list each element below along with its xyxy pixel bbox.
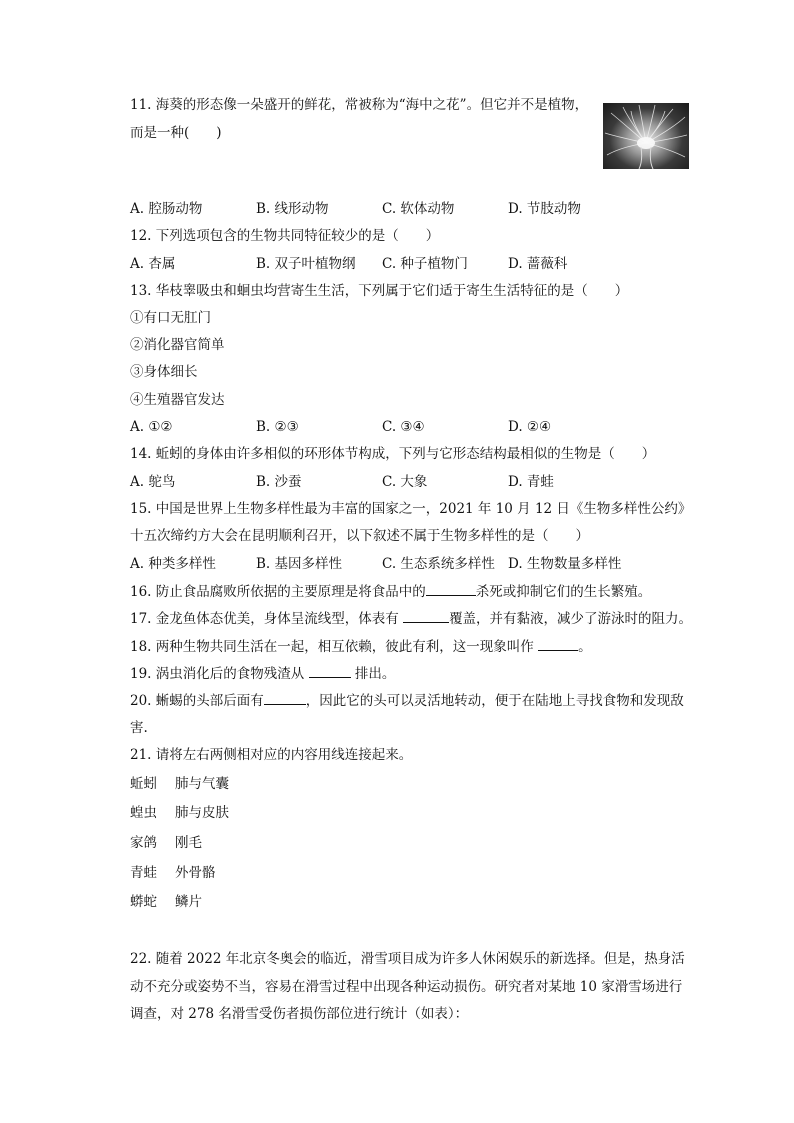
q20-line1 — [130, 690, 684, 711]
q12-option-a: A. 杏属 — [130, 256, 176, 272]
q21-left-item-3[interactable]: 家鸽 — [130, 835, 157, 851]
q14-text: 14. 蚯蚓的身体由许多相似的环形体节构成，下列与它形态结构最相似的生物是（ ） — [130, 446, 656, 462]
q22-line3: 调查，对 278 名滑雪受伤者损伤部位进行统计（如表）： — [130, 1006, 469, 1022]
q13-option-d: D. ②④ — [508, 419, 552, 435]
q13-item-2: ②消化器官简单 — [130, 337, 225, 353]
q17-line — [130, 608, 692, 629]
q11-option-c: C. 软体动物 — [382, 201, 455, 217]
q15-line2: 十五次缔约方大会在昆明顺利召开，以下叙述不属于生物多样性的是（ ） — [130, 528, 589, 544]
q21-text: 21. 请将左右两侧相对应的内容用线连接起来。 — [130, 747, 413, 763]
q14-option-c: C. 大象 — [382, 474, 428, 490]
q13-item-4: ④生殖器官发达 — [130, 392, 225, 408]
q22-line1: 22. 随着 2022 年北京冬奥会的临近，滑雪项目成为许多人休闲娱乐的新选择。但是，热身活 — [130, 951, 685, 967]
q20-post: ，因此它的头可以灵活地转动，便于在陆地上寻找食物和发现敌 — [305, 693, 684, 709]
q21-right-item-4[interactable]: 外骨骼 — [175, 865, 216, 881]
q12-text: 12. 下列选项包含的生物共同特征较少的是（ ） — [130, 228, 440, 244]
q16-line — [130, 581, 651, 602]
q11-option-a: A. 腔肠动物 — [130, 201, 203, 217]
q13-text: 13. 华枝睾吸虫和蛔虫均营寄生生活，下列属于它们适于寄生生活特征的是（ ） — [130, 283, 629, 299]
q13-item-1: ①有口无肛门 — [130, 310, 211, 326]
q21-left-item-5[interactable]: 蟒蛇 — [130, 894, 157, 910]
q12-option-d: D. 蔷薇科 — [508, 256, 568, 272]
q21-right-item-5[interactable]: 鳞片 — [175, 894, 202, 910]
q17-blank[interactable] — [403, 608, 449, 623]
q15-option-d: D. 生物数量多样性 — [508, 556, 622, 572]
q13-option-b: B. ②③ — [256, 419, 299, 435]
q16-pre: 16. 防止食品腐败所依据的主要原理是将食品中的 — [130, 584, 426, 600]
q16-post: 杀死或抑制它们的生长繁殖。 — [475, 584, 652, 600]
q19-pre: 19. 涡虫消化后的食物残渣从 — [130, 666, 309, 682]
q11-line1: 11. 海葵的形态像一朵盛开的鲜花，常被称为“海中之花”。但它并不是植物， — [130, 97, 589, 113]
q13-item-3: ③身体细长 — [130, 364, 198, 380]
q21-right-item-1[interactable]: 肺与气囊 — [175, 776, 229, 792]
q20-blank[interactable] — [264, 690, 306, 705]
sea-anemone-photo — [603, 103, 689, 169]
q18-blank[interactable] — [538, 636, 578, 651]
q13-option-c: C. ③④ — [382, 419, 425, 435]
q22-line2: 动不充分或姿势不当，容易在滑雪过程中出现各种运动损伤。研究者对某地 10 家滑雪场进行 — [130, 979, 683, 995]
q17-pre: 17. 金龙鱼体态优美，身体呈流线型，体表有 — [130, 611, 404, 627]
q19-line — [130, 663, 395, 684]
q12-option-c: C. 种子植物门 — [382, 256, 468, 272]
q21-left-item-4[interactable]: 青蛙 — [130, 865, 157, 881]
q12-option-b: B. 双子叶植物纲 — [256, 256, 356, 272]
q11-line2: 而是一种( ) — [130, 125, 222, 141]
q14-option-a: A. 鸵鸟 — [130, 474, 176, 490]
q18-post: 。 — [578, 639, 592, 655]
q11-option-d: D. 节肢动物 — [508, 201, 581, 217]
q15-line1: 15. 中国是世界上生物多样性最为丰富的国家之一，2021 年 10 月 12 日《生物多样性公约》 — [130, 501, 692, 517]
q15-option-a: A. 种类多样性 — [130, 556, 216, 572]
q14-option-b: B. 沙蚕 — [256, 474, 302, 490]
q14-option-d: D. 青蛙 — [508, 474, 554, 490]
q18-line — [130, 636, 592, 657]
q19-blank[interactable] — [309, 663, 351, 678]
q15-option-c: C. 生态系统多样性 — [382, 556, 495, 572]
q15-option-b: B. 基因多样性 — [256, 556, 343, 572]
q19-post: 排出。 — [350, 666, 396, 682]
q13-option-a: A. ①② — [130, 419, 173, 435]
q21-left-item-2[interactable]: 蝗虫 — [130, 805, 157, 821]
q20-line2: 害. — [130, 720, 148, 736]
q21-left-item-1[interactable]: 蚯蚓 — [130, 776, 157, 792]
q11-option-b: B. 线形动物 — [256, 201, 329, 217]
q18-pre: 18. 两种生物共同生活在一起，相互依赖，彼此有利，这一现象叫作 — [130, 639, 539, 655]
q21-right-item-2[interactable]: 肺与皮肤 — [175, 805, 229, 821]
q16-blank[interactable] — [426, 581, 476, 596]
q21-right-item-3[interactable]: 刚毛 — [175, 835, 202, 851]
q17-post: 覆盖，并有黏液，减少了游泳时的阻力。 — [449, 611, 693, 627]
q20-pre: 20. 蜥蜴的头部后面有 — [130, 693, 264, 709]
